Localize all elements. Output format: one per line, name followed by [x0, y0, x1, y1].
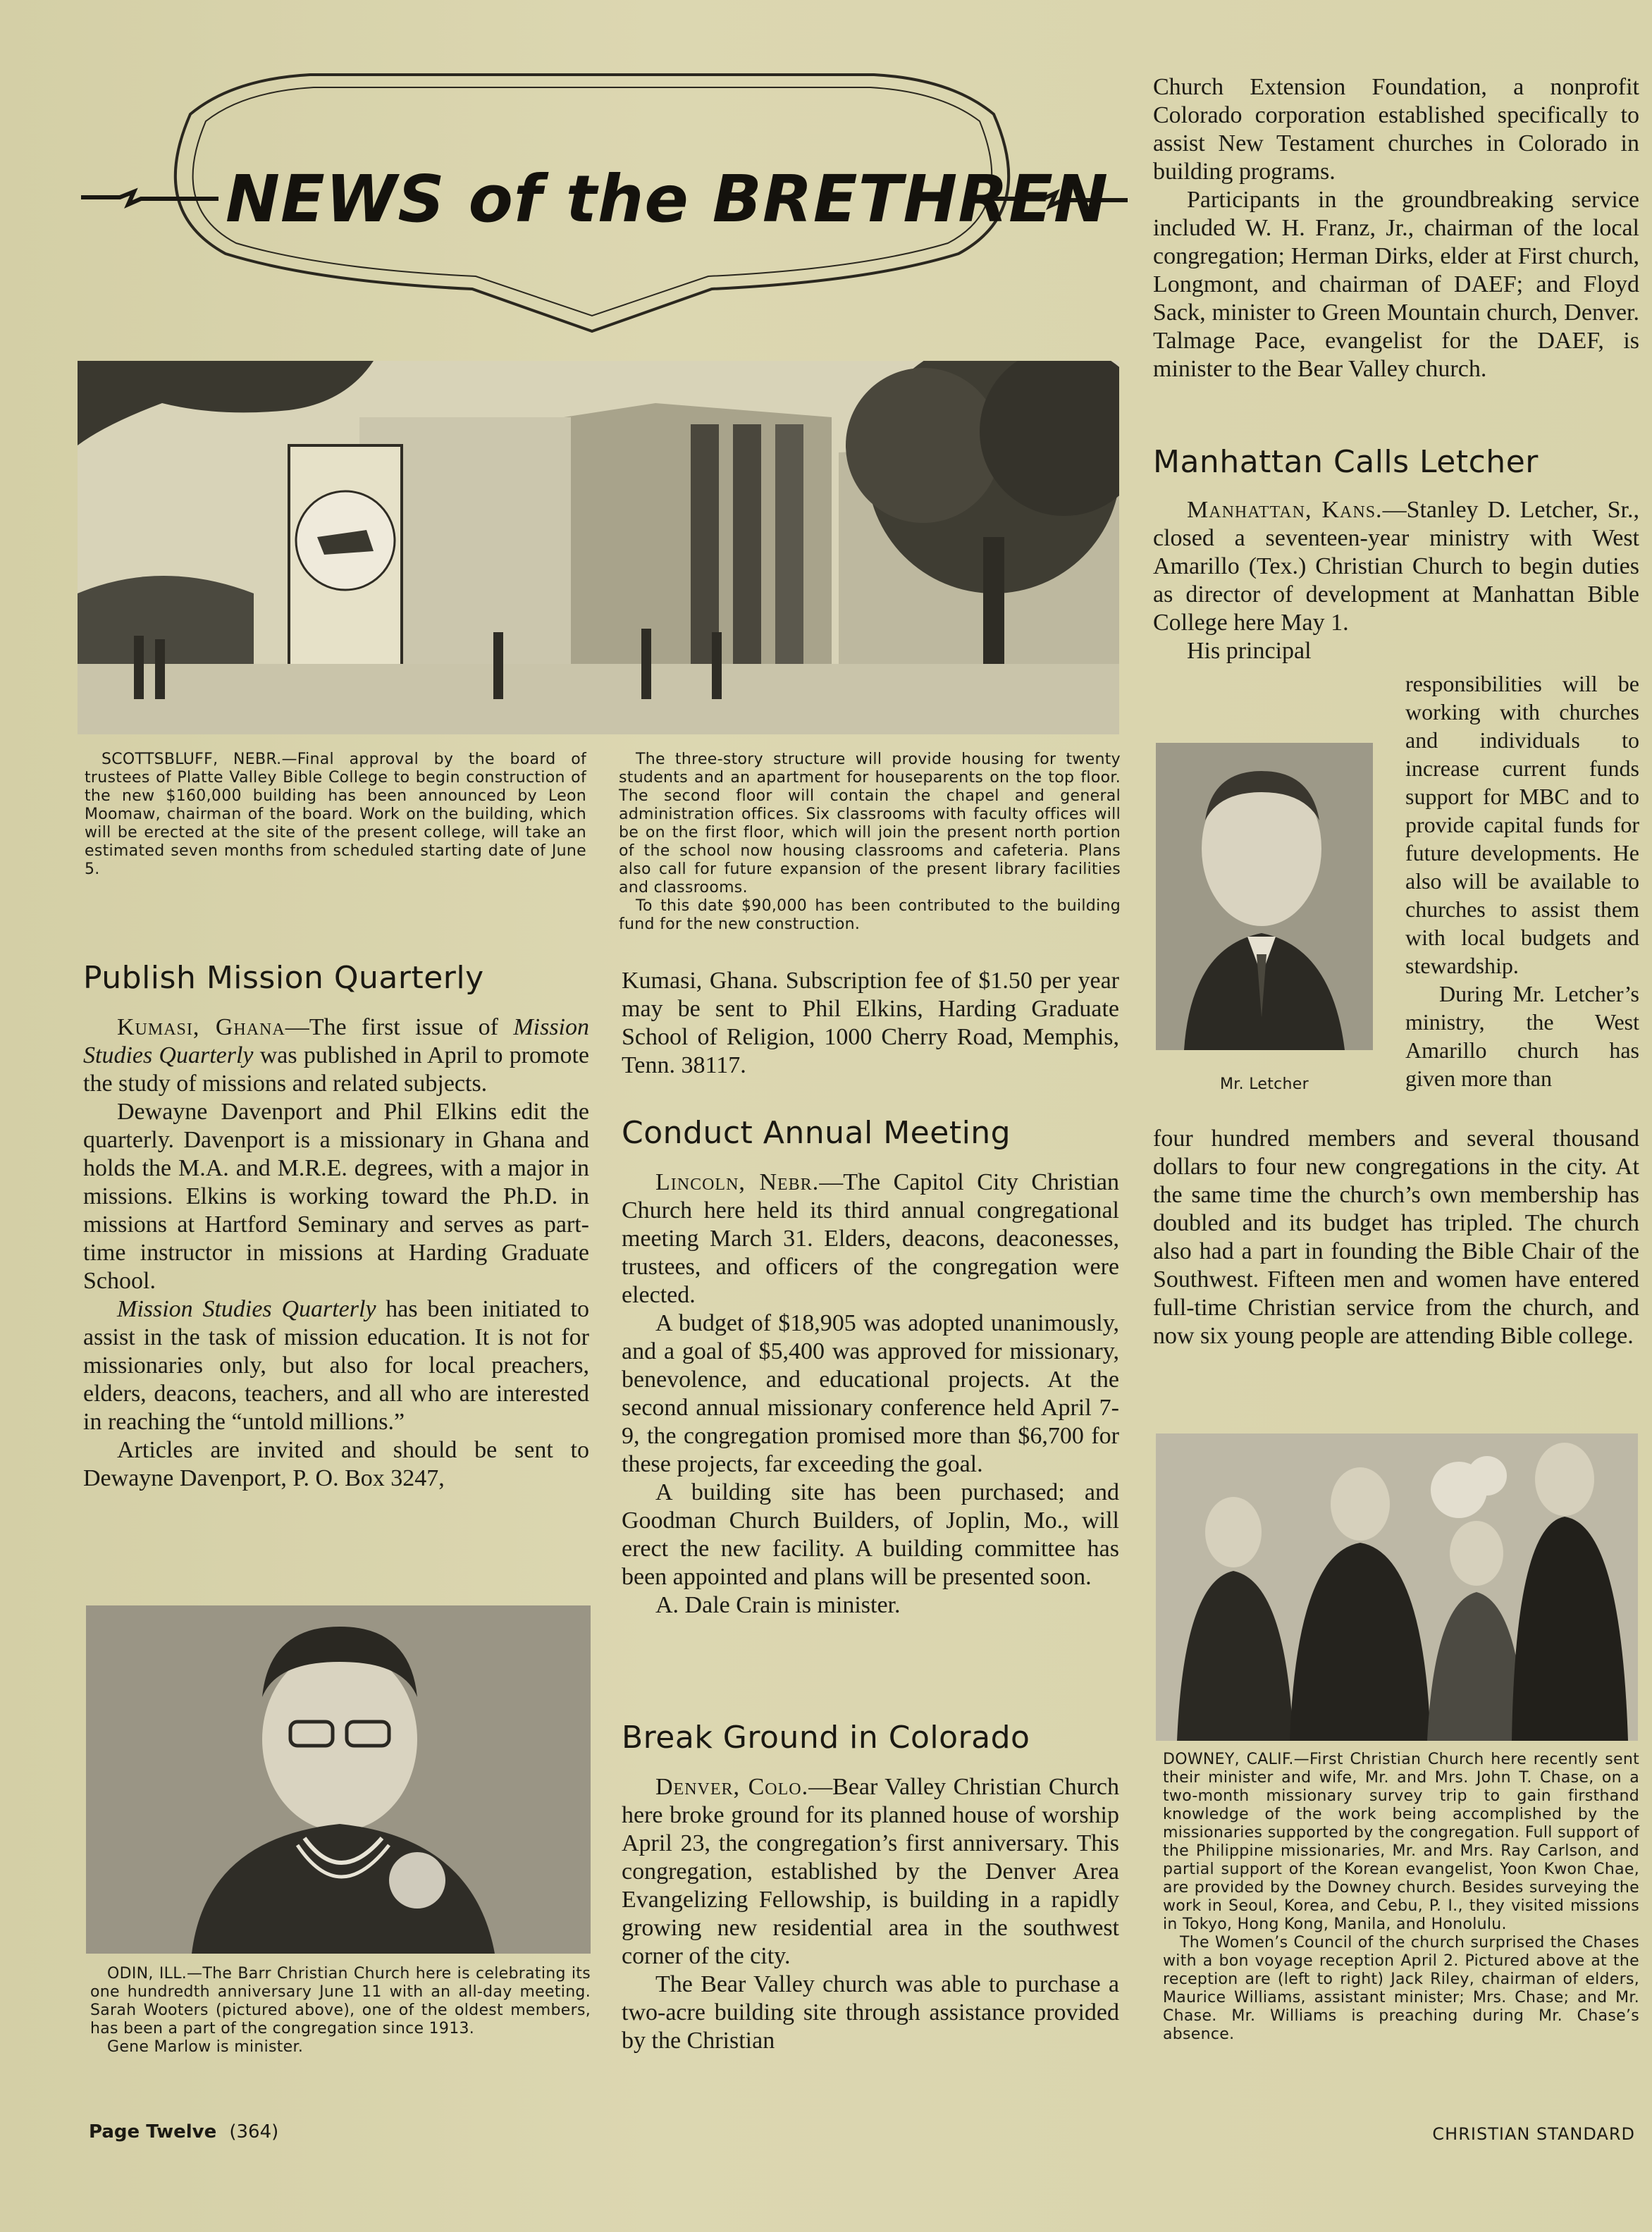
- masthead-title: NEWS of the BRETHREN: [226, 161, 1109, 237]
- manhattan-p3b: four hundred members and several thousand dollars to four new congregations in the city. At the same time the church’s own membership has doubled and its budget has tripled. The church also had a part in founding the Bible Chair of the Southwest. Fifteen men and women have entered full-time Christian service from the church, and now six young people are attending Bible college.: [1153, 1126, 1639, 1349]
- letcher-portrait: [1156, 743, 1373, 1050]
- building-caption-col1: [85, 751, 586, 879]
- downey-caption-p1: DOWNEY, CALIF.—First Christian Church here recently sent their minister and wife, Mr. and Mrs. John T. Chase, on a two-month missionary survey trip to gain firsthand knowledge of the work being accomplished by the missionaries supported by the congregation. Full support of the Philippine missionaries, Mr. and Mrs. Ray Carlson, and partial support of the Korean evangelist, Yoon Kwon Chae, are provided by the Downey church. Besides surveying the work in Seoul, Korea, and Cebu, P. I., they visited missions in Tokyo, Hong Kong, Manila, and Honolulu.: [1163, 1751, 1639, 1933]
- annual-p2: A budget of $18,905 was adopted unanimously, and a goal of $5,400 was approved for missionary, benevolence, and educational projects. At the second annual missionary conference held April 7-9, the congregation promised more than $6,700 for these projects, far exceeding the goal.: [622, 1310, 1119, 1477]
- wooters-portrait: [86, 1605, 591, 1954]
- annual-p4: A. Dale Crain is minister.: [655, 1592, 901, 1618]
- publish-continuation: [622, 967, 1119, 1080]
- downey-group-photo: [1156, 1433, 1638, 1741]
- publish-article: Kumasi, Ghana—The first issue of Mission Studies Quarterly was published in April to promote the study of missions and related subjects. Dewayne Davenport and Phil Elkins edit the quarterly. Davenport is a missionary in Ghana and holds the M.A. and M.R.E. degrees, with a major in missions. Elkins is working toward the Ph.D. in missions at Hartford Seminary and serves as part-time instructor in missions at Harding Graduate School. Mission Studies Quarterly has been initiated to assist in the task of mission education. It is not for missionaries only, but also for local preachers, elders, deacons, teachers, and all who are interested in reaching the “untold millions.” Articles are invited and should be sent to Dewayne Davenport, P. O. Box 3247,: [83, 1014, 590, 1491]
- colorado-article: Denver, Colo.—Bear Valley Christian Church here broke ground for its planned house of worship April 23, the congregation’s first anniversary. This congregation, established by the Denver Area Evangelizing Fellowship, is building in a rapidly growing new residential area in the southwest corner of the city. The Bear Valley church was able to purchase a two-acre building site through assistance provided by the Christian: [622, 1774, 1119, 2054]
- manhattan-p2a: His principal: [1187, 638, 1312, 664]
- manhattan-heading: Manhattan Calls Letcher: [1153, 444, 1539, 480]
- publish-p4-cont: Kumasi, Ghana. Subscription fee of $1.50 per year may be sent to Phil Elkins, Harding Graduate School of Religion, 1000 Cherry Road, Memphis, Tenn. 38117.: [622, 968, 1119, 1078]
- publish-heading: Publish Mission Quarterly: [83, 960, 484, 996]
- downey-photo: [1156, 1433, 1638, 1741]
- publish-p4: Articles are invited and should be sent to Dewayne Davenport, P. O. Box 3247,: [83, 1437, 589, 1491]
- odin-caption-p2: Gene Marlow is minister.: [107, 2038, 304, 2056]
- publish-title-ref: Mission Studies Quarterly: [83, 1014, 590, 1068]
- annual-dateline: Lincoln, Nebr.: [655, 1169, 820, 1195]
- downey-caption-p2: The Women’s Council of the church surprised the Chases with a bon voyage reception April 2. Pictured above at the reception are (left to right) Jack Riley, chairman of elders, Maurice Williams, assistant minister; Mrs. Chase; and Mr. Chase. Mr. Williams is preaching during Mr. Chase’s absence.: [1163, 1934, 1639, 2043]
- colorado-dateline: Denver, Colo.: [655, 1774, 809, 1800]
- downey-caption: [1163, 1751, 1639, 2044]
- building-illustration: [78, 361, 1119, 734]
- colorado-p2-cont: Church Extension Foundation, a nonprofit Colorado corporation established specifically to assist New Testament churches in Colorado in building programs.: [1153, 74, 1639, 185]
- manhattan-article: Manhattan, Kans.—Stanley D. Letcher, Sr., closed a seventeen-year ministry with West Amarillo (Tex.) Christian Church to begin duties as director of development at Manhattan Bible College here May 1. His principal: [1153, 497, 1639, 664]
- manhattan-side-text: [1405, 670, 1639, 1092]
- wooters-photo: [86, 1605, 591, 1954]
- odin-caption-p1: ODIN, ILL.—The Barr Christian Church here is celebrating its one hundredth anniversary June 11 with an all-day meeting. Sarah Wooters (pictured above), one of the oldest members, has been a part of the congregation since 1913.: [90, 1965, 591, 2037]
- annual-heading: Conduct Annual Meeting: [622, 1115, 1011, 1151]
- publication-name: CHRISTIAN STANDARD: [1432, 2124, 1635, 2144]
- colorado-p2: The Bear Valley church was able to purchase a two-acre building site through assistance provided by the Christian: [622, 1971, 1119, 2054]
- building-caption-p3: To this date $90,000 has been contributed to the building fund for the new construction.: [619, 897, 1121, 933]
- annual-article: Lincoln, Nebr.—The Capitol City Christian Church here held its third annual congregational meeting March 31. Elders, deacons, deaconesses, trustees, and officers of the congregation were elected. A budget of $18,905 was adopted unanimously, and a goal of $5,400 was approved for missionary, benevolence, and educational projects. At the second annual missionary conference held April 7-9, the congregation promised more than $6,700 for these projects, far exceeding the goal. A building site has been purchased; and Goodman Church Builders, of Joplin, Mo., will erect the new facility. A building committee has been appointed and plans will be presented soon. A. Dale Crain is minister.: [622, 1169, 1120, 1618]
- colorado-continuation: [1153, 73, 1639, 383]
- publish-dateline: Kumasi, Ghana: [117, 1014, 285, 1040]
- building-photo: [78, 361, 1119, 734]
- building-caption-p2: The three-story structure will provide housing for twenty students and an apartment for houseparents on the top floor. The second floor will contain the chapel and general administration offices. Six classrooms with faculty offices will be on the first floor, which will join the present north portion of the school now housing classrooms and cafeteria. Plans also call for future expansion of the present library facilities and classrooms.: [619, 751, 1121, 896]
- manhattan-bottom-text: [1153, 1125, 1639, 1350]
- building-caption-col2: [619, 751, 1121, 934]
- page-number: Page Twelve (364): [89, 2121, 279, 2142]
- letcher-photo-caption: Mr. Letcher: [1220, 1075, 1309, 1093]
- manhattan-dateline: Manhattan, Kans.: [1187, 497, 1383, 523]
- letcher-photo: [1156, 743, 1373, 1050]
- colorado-heading: Break Ground in Colorado: [622, 1720, 1030, 1756]
- publish-p2: Dewayne Davenport and Phil Elkins edit the quarterly. Davenport is a missionary in Ghana and holds the M.A. and M.R.E. degrees, with a major in missions. Elkins is working toward the Ph.D. in missions at Hartford Seminary and serves as part-time instructor in missions at Harding Graduate School.: [83, 1099, 589, 1294]
- building-caption-p1: SCOTTSBLUFF, NEBR.—Final approval by the board of trustees of Platte Valley Bible College to begin construction of the new $160,000 building has been announced by Leon Moomaw, chairman of the board. Work on the building, which will be erected at the site of the present college, will take an estimated seven months from scheduled starting date of June 5.: [85, 751, 586, 878]
- colorado-p3: Participants in the groundbreaking service included W. H. Franz, Jr., chairman of the local congregation; Herman Dirks, elder at First church, Longmont, and chairman of DAEF; and Floyd Sack, minister to Green Mountain church, Denver. Talmage Pace, evangelist for the DAEF, is minister to the Bear Valley church.: [1153, 187, 1639, 382]
- odin-caption: [90, 1965, 591, 2057]
- manhattan-p3a: During Mr. Letcher’s ministry, the West Amarillo church has given more than: [1405, 981, 1639, 1091]
- annual-p3: A building site has been purchased; and Goodman Church Builders, of Joplin, Mo., will erect the new facility. A building committee has been appointed and plans will be presented soon.: [622, 1479, 1119, 1590]
- manhattan-p2b: responsibilities will be working with churches and individuals to increase current funds support for MBC and to provide capital funds for future developments. He also will be available to churches to assist them with local budgets and stewardship.: [1405, 671, 1639, 978]
